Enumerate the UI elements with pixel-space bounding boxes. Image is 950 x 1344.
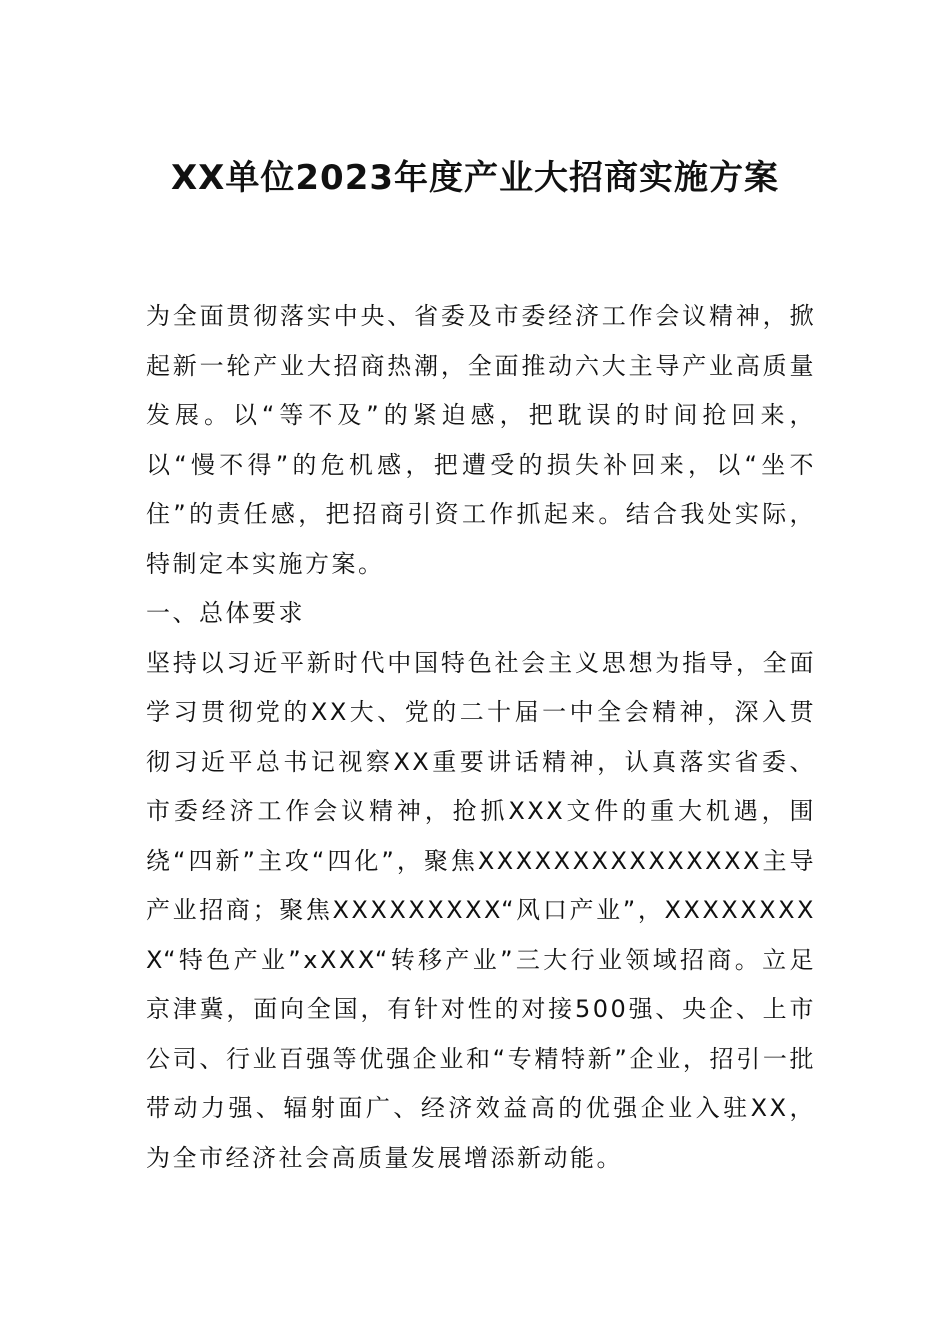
section-heading-general-requirements: 一、总体要求 [146,599,305,627]
document-title: XX单位2023年度产业大招商实施方案 [170,158,780,198]
intro-paragraph: 为全面贯彻落实中央、省委及市委经济工作会议精神，掀起新一轮产业大招商热潮，全面推动六大主导产业高质量发展。以“等不及”的紧迫感，把耽误的时间抢回来，以“慢不得”的危机感，把遭受的损失补回来，以“坐不住”的责任感，把招商引资工作抓起来。结合我处实际，特制定本实施方案。 [146,302,816,578]
section-paragraph-general-requirements: 坚持以习近平新时代中国特色社会主义思想为指导，全面学习贯彻党的XX大、党的二十届一中全会精神，深入贯彻习近平总书记视察XX重要讲话精神，认真落实省委、市委经济工作会议精神，抢抓XXX文件的重大机遇，围绕“四新”主攻“四化”，聚焦XXXXXXXXXXXXXXX主导产业招商；聚焦XXXXXXXXX“风口产业”，XXXXXXXXX“特色产业”xXXX“转移产业”三大行业领域招商。立足京津冀，面向全国，有针对性的对接500强、央企、上市公司、行业百强等优强企业和“专精特新”企业，招引一批带动力强、辐射面广、经济效益高的优强企业入驻XX，为全市经济社会高质量发展增添新动能。 [146,648,816,1172]
document-body [146,292,816,1183]
